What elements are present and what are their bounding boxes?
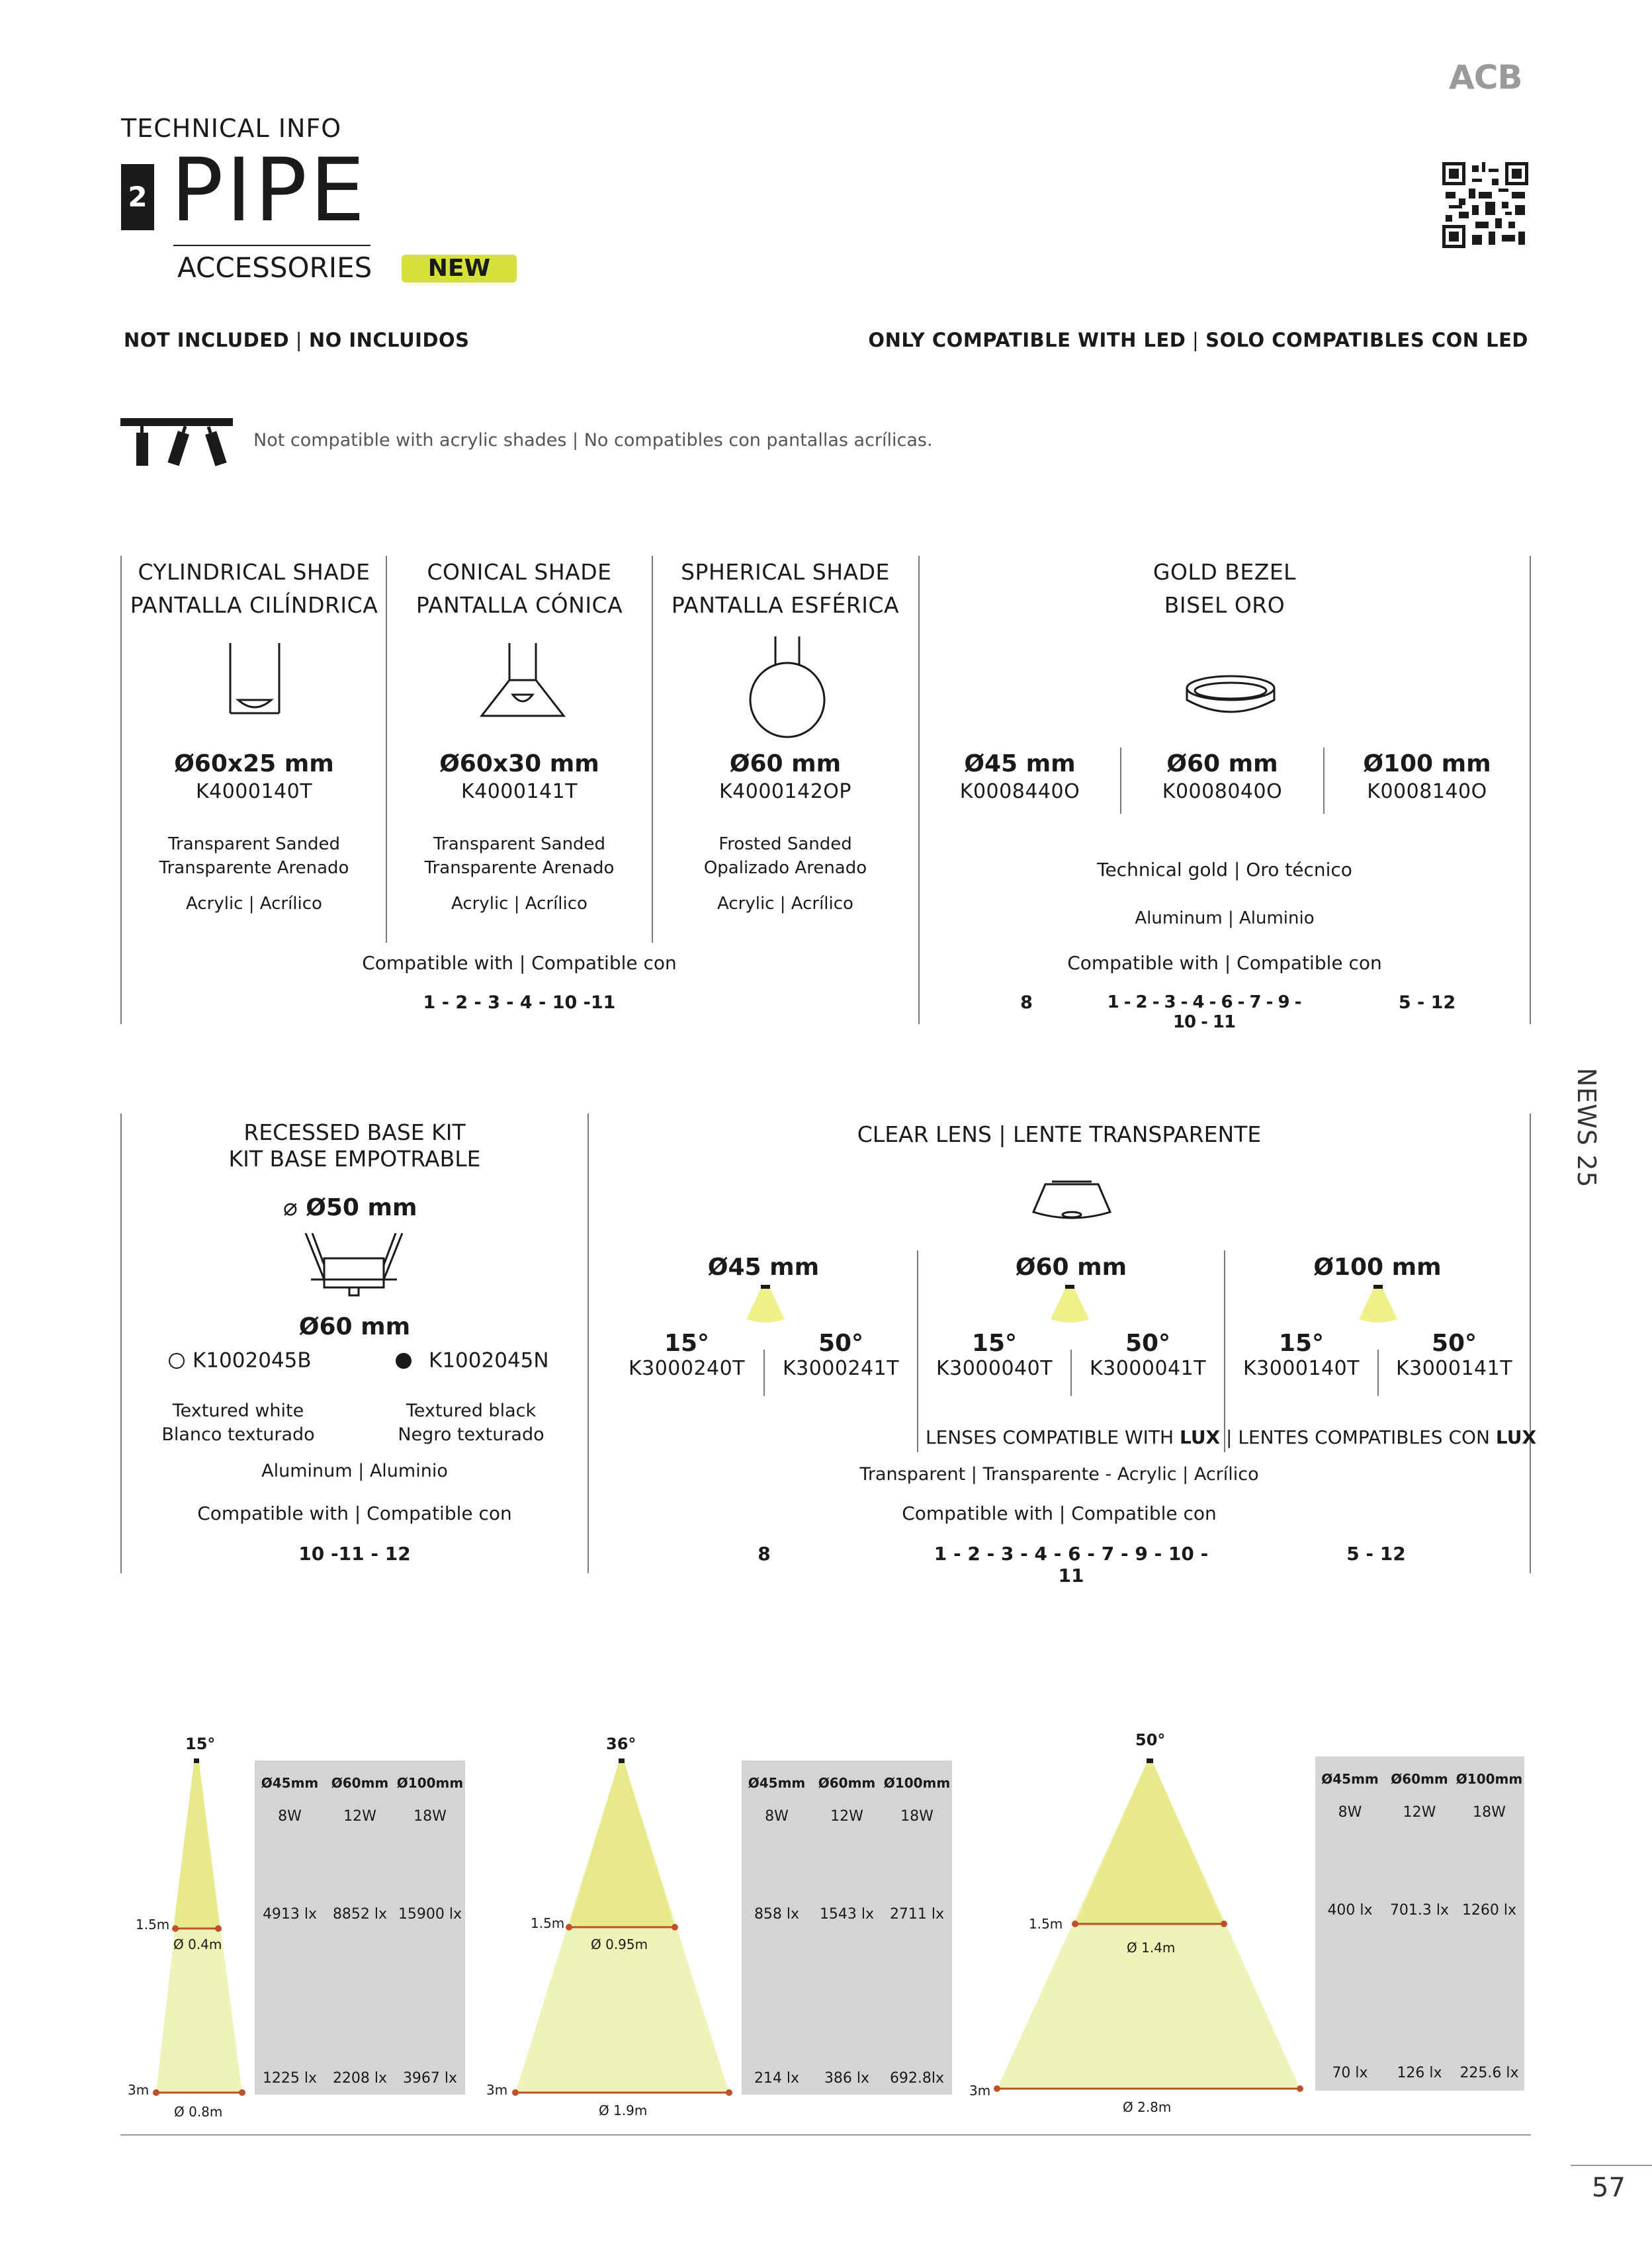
lux-table-15	[255, 1760, 465, 2095]
lens-compat-60: 1 - 2 - 3 - 4 - 6 - 7 - 9 - 10 - 11	[934, 1543, 1209, 1586]
bezel-code: K0008140O	[1367, 780, 1487, 803]
table-header: Ø45mm	[1321, 1771, 1379, 1787]
bezel-code: K0008440O	[959, 780, 1080, 803]
variant-code: K1002045B	[193, 1348, 312, 1373]
cylindrical-shade-spec	[122, 750, 386, 916]
lens-size-100: Ø100 mm	[1313, 1254, 1442, 1281]
page-number: 57	[1592, 2173, 1626, 2203]
lens-code: K3000040T	[935, 1357, 1053, 1380]
chapter-number-text: 2	[128, 181, 148, 213]
overline: TECHNICAL INFO	[121, 114, 342, 143]
bezel-title-es: BISEL ORO	[1164, 592, 1285, 618]
beam-angle-label: 50°	[1135, 1731, 1166, 1749]
bezel-material: Aluminum | Aluminio	[1135, 908, 1315, 928]
lens-material: Transparent | Transparente - Acrylic | Acrílico	[859, 1464, 1259, 1485]
bezel-finish: Technical gold | Oro técnico	[1097, 859, 1352, 881]
not-included-en: NOT INCLUDED	[124, 329, 290, 351]
shade-size: Ø60x25 mm	[174, 750, 334, 777]
lens-angle: 50°	[818, 1330, 864, 1357]
lux-word: LUX	[1495, 1426, 1537, 1448]
finish-es: Blanco texturado	[161, 1424, 315, 1445]
table-header: Ø100mm	[1456, 1771, 1523, 1787]
recessed-title-es: KIT BASE EMPOTRABLE	[228, 1146, 481, 1172]
table-cell: 2208 lx	[332, 2070, 388, 2087]
lux-compat-note	[926, 1426, 1536, 1448]
table-header: Ø60mm	[1391, 1771, 1448, 1787]
cylindrical-shade-title	[122, 556, 386, 622]
table-cell: 400 lx	[1327, 1902, 1373, 1919]
lens-compat-100: 5 - 12	[1346, 1543, 1406, 1565]
shade-material: Acrylic | Acrílico	[451, 894, 587, 914]
shade-finish-en: Frosted Sanded	[718, 834, 852, 854]
diameter-label: Ø 0.95m	[591, 1936, 648, 1952]
shade-finish-es: Transparente Arenado	[159, 858, 349, 878]
variant-code: K1002045N	[429, 1348, 549, 1373]
diameter-label: Ø 1.4m	[1127, 1940, 1176, 1956]
table-header: Ø60mm	[331, 1775, 389, 1791]
not-included-note: NOT INCLUDED | NO INCLUIDOS	[124, 329, 470, 351]
table-cell: 126 lx	[1397, 2065, 1442, 2081]
lens-angle: 15°	[971, 1330, 1018, 1357]
bezel-size: Ø100 mm	[1363, 750, 1491, 777]
shade-code: K4000140T	[195, 780, 313, 803]
bezel-variant-100	[1325, 750, 1530, 803]
table-header: Ø45mm	[748, 1775, 806, 1791]
lux-table-50	[1315, 1757, 1524, 2091]
cutout-size-text: Ø50 mm	[306, 1194, 417, 1221]
not-included-es: NO INCLUIDOS	[308, 329, 470, 351]
lens-angle: 15°	[1278, 1330, 1325, 1357]
lens-code: K3000140T	[1242, 1357, 1360, 1380]
table-cell: 225.6 lx	[1459, 2065, 1519, 2081]
lens-compat-label: Compatible with | Compatible con	[902, 1502, 1217, 1524]
shades-compat-label: Compatible with | Compatible con	[362, 952, 677, 974]
divider	[1530, 556, 1531, 1024]
recessed-kit-drawing	[304, 1232, 404, 1298]
table-cell: 12W	[830, 1808, 863, 1825]
bezel-size: Ø60 mm	[1166, 750, 1278, 777]
table-cell: 1543 lx	[819, 1906, 875, 1923]
table-header: Ø45mm	[261, 1775, 319, 1791]
table-header: Ø100mm	[883, 1775, 951, 1791]
cylindrical-shade-drawing	[218, 642, 291, 721]
spherical-shade-title	[653, 556, 918, 622]
shade-title-en: CONICAL SHADE	[427, 559, 612, 585]
product-title: PIPE	[171, 140, 368, 241]
shade-material: Acrylic | Acrílico	[186, 894, 322, 914]
recessed-size: Ø60 mm	[298, 1313, 411, 1340]
table-cell: 3967 lx	[402, 2070, 458, 2087]
lens-beam-icon	[1047, 1285, 1093, 1324]
beam-angle-label: 15°	[185, 1735, 216, 1753]
white-finish	[139, 1399, 337, 1447]
cutout-size	[283, 1194, 417, 1221]
table-cell: 858 lx	[754, 1906, 800, 1923]
clear-lens-drawing	[1032, 1178, 1111, 1224]
category: ACCESSORIES	[177, 251, 372, 284]
conical-shade-spec	[387, 750, 652, 916]
table-cell: 12W	[1403, 1804, 1436, 1821]
bezel-compat-60: 1 - 2 - 3 - 4 - 6 - 7 - 9 - 10 - 11	[1107, 992, 1301, 1032]
spherical-shade-spec	[653, 750, 918, 916]
lens-compat-45: 8	[758, 1543, 771, 1565]
bezel-compat-100: 5 - 12	[1398, 992, 1456, 1013]
shade-title-en: SPHERICAL SHADE	[681, 559, 890, 585]
shade-size: Ø60 mm	[729, 750, 842, 777]
conical-shade-drawing	[476, 642, 569, 721]
bezel-code: K0008040O	[1162, 780, 1283, 803]
lux-note-mid: | LENTES COMPATIBLES CON	[1220, 1426, 1496, 1448]
table-cell: 15900 lx	[398, 1906, 462, 1923]
lens-100-50	[1379, 1330, 1530, 1380]
shade-size: Ø60x30 mm	[439, 750, 599, 777]
lux-word: LUX	[1179, 1426, 1221, 1448]
cutout-icon: ⌀	[283, 1194, 298, 1221]
lens-beam-icon	[742, 1285, 789, 1324]
table-cell: 4913 lx	[262, 1906, 318, 1923]
chapter-number	[121, 164, 154, 230]
shade-title-es: PANTALLA ESFÉRICA	[671, 592, 900, 618]
shade-code: K4000142OP	[719, 780, 851, 803]
diameter-label: Ø 0.4m	[173, 1936, 222, 1952]
shade-title-es: PANTALLA CÓNICA	[415, 592, 623, 618]
recessed-kit-title	[122, 1119, 587, 1172]
height-label: 1.5m	[1029, 1916, 1063, 1932]
lens-size-45: Ø45 mm	[707, 1254, 820, 1281]
table-cell: 70 lx	[1332, 2065, 1368, 2081]
lens-size-60: Ø60 mm	[1015, 1254, 1127, 1281]
bezel-size: Ø45 mm	[964, 750, 1076, 777]
led-only-es: SOLO COMPATIBLES CON LED	[1205, 329, 1528, 351]
lens-60-50	[1072, 1330, 1224, 1380]
table-cell: 386 lx	[824, 2070, 870, 2087]
led-only-note: ONLY COMPATIBLE WITH LED | SOLO COMPATIBLES CON LED	[868, 329, 1528, 351]
height-label: 3m	[969, 2083, 991, 2099]
table-header: Ø100mm	[396, 1775, 464, 1791]
table-cell: 214 lx	[754, 2070, 800, 2087]
table-cell: 1260 lx	[1461, 1902, 1517, 1919]
conical-shade-title	[387, 556, 652, 622]
shade-finish-en: Transparent Sanded	[433, 834, 606, 854]
diameter-label: Ø 2.8m	[1123, 2099, 1172, 2115]
lens-45-50	[765, 1330, 917, 1380]
shade-finish-en: Transparent Sanded	[167, 834, 341, 854]
variant-black	[396, 1348, 549, 1373]
divider	[1530, 1113, 1531, 1573]
title-underline	[173, 245, 370, 246]
height-label: 1.5m	[136, 1917, 170, 1932]
shade-material: Acrylic | Acrílico	[717, 894, 853, 914]
side-tab: NEWS 25	[1572, 1068, 1601, 1188]
lens-code: K3000141T	[1395, 1357, 1513, 1380]
lens-angle: 50°	[1431, 1330, 1477, 1357]
shade-finish-es: Opalizado Arenado	[703, 858, 867, 878]
new-badge: NEW	[402, 255, 517, 282]
track-spotlight-icon	[119, 415, 238, 468]
bezel-variant-45	[920, 750, 1120, 803]
spherical-shade-drawing	[741, 635, 834, 741]
diameter-label: Ø 0.8m	[174, 2104, 223, 2120]
table-cell: 692.8lx	[889, 2070, 945, 2087]
diameter-label: Ø 1.9m	[599, 2103, 648, 2118]
brand-logo: ACB	[1449, 58, 1522, 97]
black-finish	[372, 1399, 570, 1447]
recessed-compat-label: Compatible with | Compatible con	[197, 1502, 512, 1524]
bezel-title-en: GOLD BEZEL	[1152, 559, 1297, 585]
shade-title-es: PANTALLA CILÍNDRICA	[130, 592, 378, 618]
gold-bezel-title	[920, 556, 1530, 622]
lens-45-15	[610, 1330, 763, 1380]
variant-white	[169, 1348, 312, 1373]
table-cell: 8W	[765, 1808, 789, 1825]
beam-angle-label: 36°	[606, 1735, 636, 1753]
table-cell: 8W	[278, 1808, 302, 1825]
finish-en: Textured white	[172, 1401, 304, 1421]
recessed-compat: 10 -11 - 12	[298, 1543, 411, 1565]
table-cell: 18W	[413, 1808, 447, 1825]
lux-note-prefix: LENSES COMPATIBLE WITH	[926, 1426, 1180, 1448]
qr-code-icon	[1442, 162, 1528, 248]
table-cell: 701.3 lx	[1389, 1902, 1450, 1919]
bezel-variant-60	[1121, 750, 1323, 803]
bezel-compat-45: 8	[1020, 992, 1033, 1013]
shade-title-en: CYLINDRICAL SHADE	[138, 559, 370, 585]
footer-rule	[120, 2134, 1531, 2136]
bezel-compat-label: Compatible with | Compatible con	[1067, 952, 1382, 974]
lens-angle: 50°	[1125, 1330, 1171, 1357]
table-cell: 1225 lx	[262, 2070, 318, 2087]
led-only-en: ONLY COMPATIBLE WITH LED	[868, 329, 1186, 351]
white-dot-icon	[169, 1353, 185, 1369]
shades-compat-values: 1 - 2 - 3 - 4 - 10 -11	[423, 992, 616, 1013]
table-cell: 2711 lx	[889, 1906, 945, 1923]
lens-beam-icon	[1355, 1285, 1401, 1324]
recessed-title-en: RECESSED BASE KIT	[243, 1119, 466, 1145]
height-label: 3m	[486, 2082, 508, 2098]
page-number-rule	[1571, 2165, 1652, 2166]
table-cell: 8852 lx	[332, 1906, 388, 1923]
lux-table-36	[742, 1760, 952, 2095]
gold-bezel-drawing	[1184, 673, 1277, 716]
height-label: 3m	[128, 2082, 150, 2098]
lens-angle: 15°	[664, 1330, 710, 1357]
lens-60-15	[918, 1330, 1070, 1380]
table-cell: 12W	[343, 1808, 376, 1825]
black-dot-icon	[396, 1353, 412, 1369]
table-cell: 8W	[1338, 1804, 1362, 1821]
finish-es: Negro texturado	[398, 1424, 544, 1445]
lens-100-15	[1225, 1330, 1377, 1380]
lens-code: K3000041T	[1089, 1357, 1207, 1380]
table-header: Ø60mm	[818, 1775, 876, 1791]
lens-code: K3000240T	[628, 1357, 746, 1380]
clear-lens-title: CLEAR LENS | LENTE TRANSPARENTE	[857, 1121, 1262, 1147]
recessed-material: Aluminum | Aluminio	[261, 1461, 448, 1481]
table-cell: 18W	[1473, 1804, 1506, 1821]
shade-finish-es: Transparente Arenado	[424, 858, 615, 878]
table-cell: 18W	[900, 1808, 934, 1825]
lens-code: K3000241T	[782, 1357, 900, 1380]
acrylic-warning: Not compatible with acrylic shades | No compatibles con pantallas acrílicas.	[253, 430, 933, 451]
finish-en: Textured black	[406, 1401, 537, 1421]
height-label: 1.5m	[531, 1915, 565, 1931]
shade-code: K4000141T	[460, 780, 578, 803]
